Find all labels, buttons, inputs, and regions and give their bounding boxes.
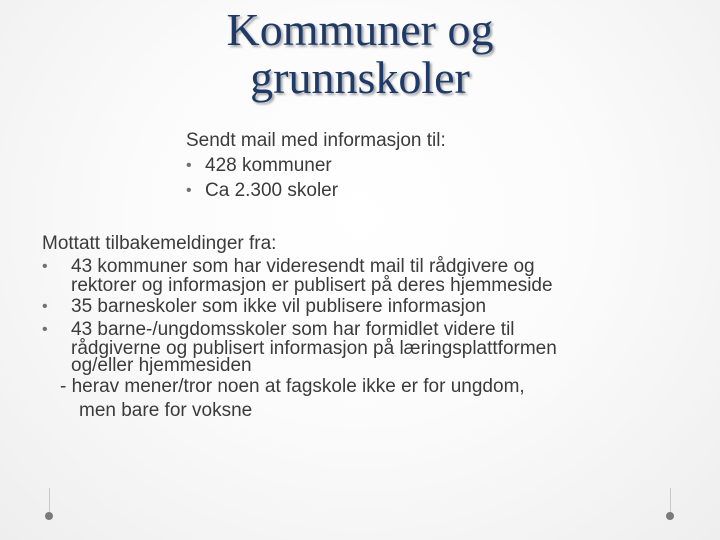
title-line-2: grunnskoler: [250, 52, 470, 103]
bullet3-line2: rådgiverne og publisert informasjon på læringsplattformen: [71, 338, 557, 359]
bullet1-line2: rektorer og informasjon er publisert på deres hjemmeside: [71, 275, 553, 296]
slide-title: [160, 6, 560, 102]
bullet3-line1: 43 barne-/ungdomsskoler som har formidlet videre til: [71, 319, 515, 340]
feedback-block: [42, 232, 682, 423]
title-line-1: Kommuner og: [226, 4, 494, 55]
feedback-lead: Mottatt tilbakemeldinger fra:: [42, 233, 277, 254]
feedback-list: [42, 255, 682, 375]
sent-info-list: [186, 153, 606, 203]
list-item: • 428 kommuner: [186, 153, 606, 178]
note-line1: - herav mener/tror noen at fagskole ikke er for ungdom,: [60, 376, 525, 397]
note-line2: men bare for voksne: [79, 400, 253, 421]
bullet3-line3: og/eller hjemmesiden: [71, 355, 252, 376]
decorative-line-left: [49, 488, 50, 512]
sent-info-lead: Sendt mail med informasjon til:: [186, 130, 446, 151]
list-item: • Ca 2.300 skoler: [186, 178, 606, 203]
decorative-line-right: [670, 488, 671, 512]
list-item: • 35 barneskoler som ikke vil publisere informasjon: [42, 295, 682, 318]
bullet1-line1: 43 kommuner som har videresendt mail til rådgivere og: [71, 256, 535, 277]
list-item: [42, 255, 682, 295]
list-item: [42, 318, 682, 375]
decorative-dot-left: [45, 512, 53, 520]
decorative-dot-right: [666, 512, 674, 520]
sent-info-block: [186, 128, 606, 203]
